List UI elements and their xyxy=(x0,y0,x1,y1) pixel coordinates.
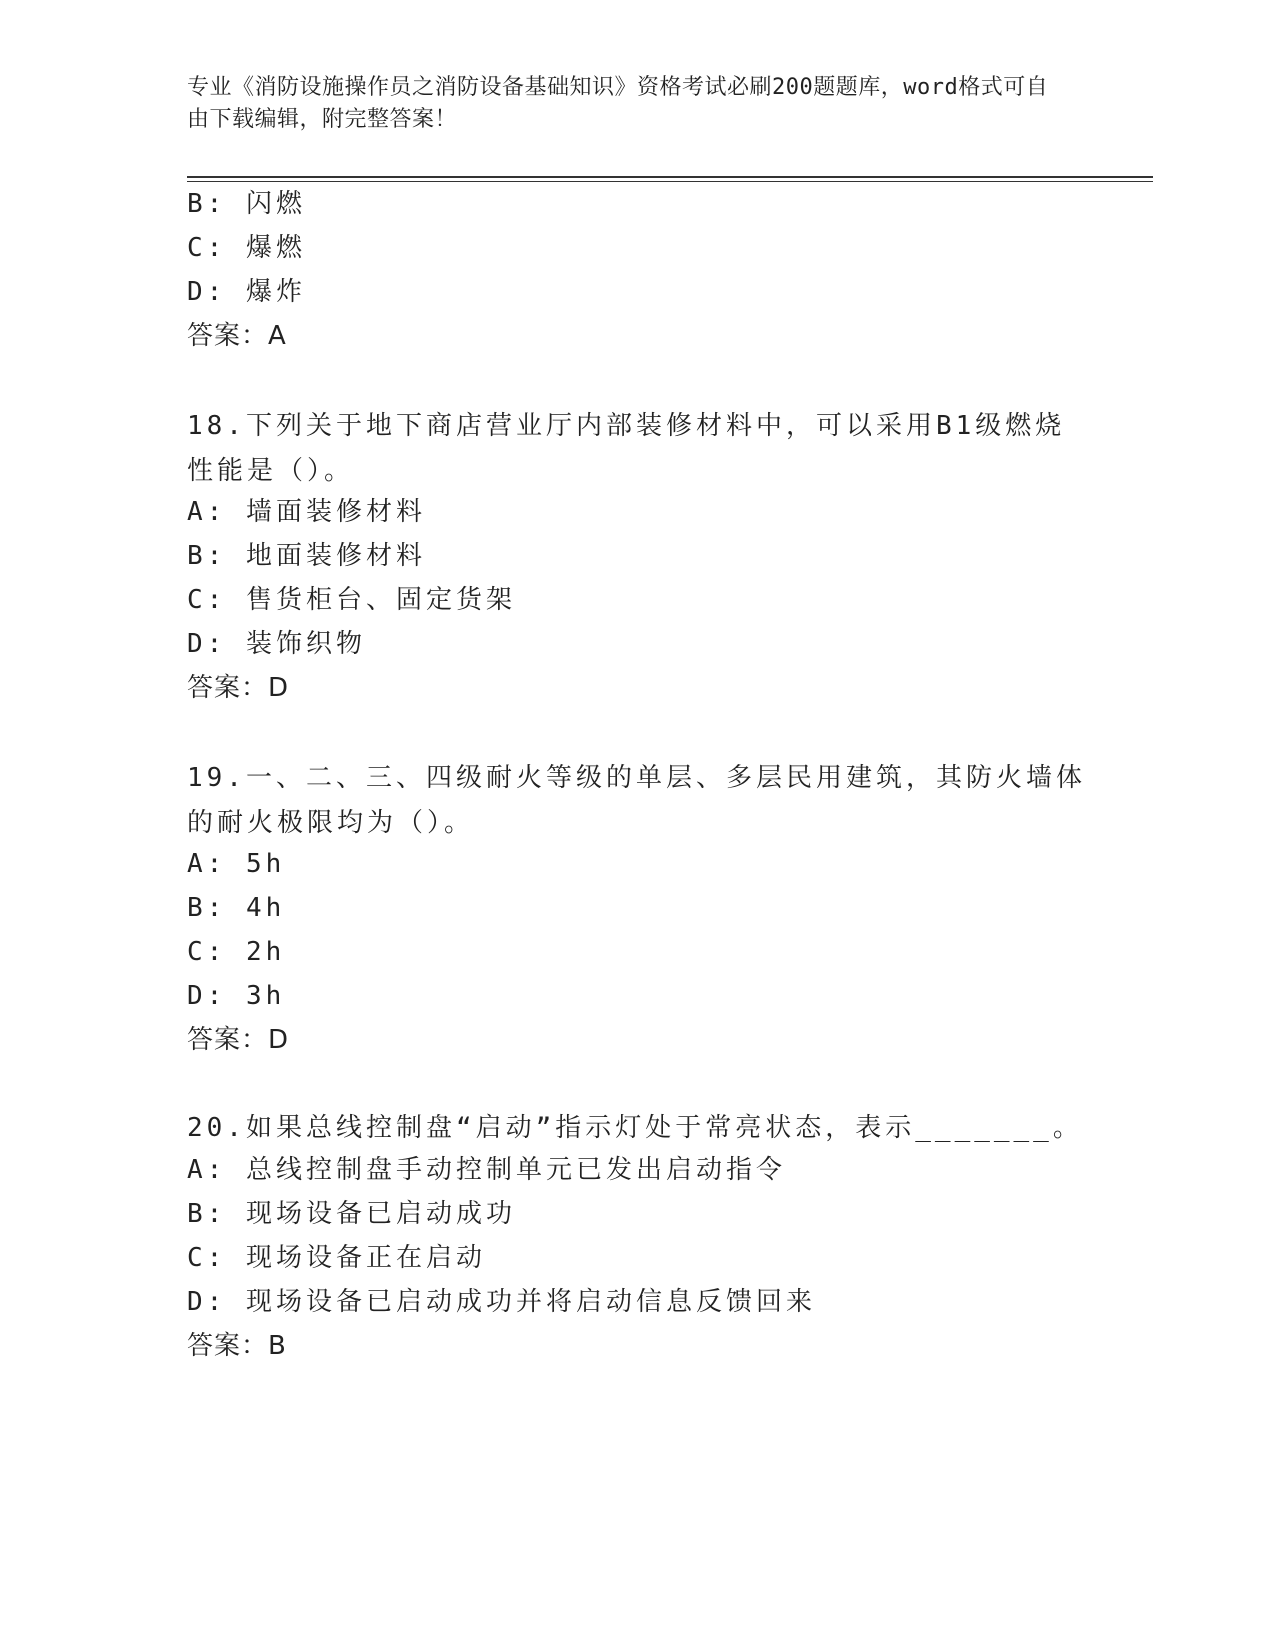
option-d: D: 现场设备已启动成功并将启动信息反馈回来 xyxy=(187,1287,816,1317)
option-b: B: 4h xyxy=(187,893,286,923)
header-divider xyxy=(187,176,1153,178)
option-b: B: 现场设备已启动成功 xyxy=(187,1199,516,1229)
question-stem: 20.如果总线控制盘“启动”指示灯处于常亮状态，表示_______。 xyxy=(187,1113,1083,1143)
option-c: C: 售货柜台、固定货架 xyxy=(187,585,516,615)
header-divider-thin xyxy=(187,181,1153,182)
option-b: B: 地面装修材料 xyxy=(187,541,426,571)
answer: 答案：B xyxy=(187,1331,287,1361)
document-header: 专业《消防设施操作员之消防设备基础知识》资格考试必刷200题题库，word格式可自由下载编辑，附完整答案！ xyxy=(187,75,1049,132)
question-stem: 19.一、二、三、四级耐火等级的单层、多层民用建筑，其防火墙体的耐火极限均为（）。 xyxy=(187,763,1086,838)
option-a: A: 总线控制盘手动控制单元已发出启动指令 xyxy=(187,1155,786,1185)
option-b: B: 闪燃 xyxy=(187,189,306,219)
option-a: A: 墙面装修材料 xyxy=(187,497,426,527)
option-d: D: 装饰织物 xyxy=(187,629,366,659)
option-c: C: 爆燃 xyxy=(187,233,306,263)
option-d: D: 爆炸 xyxy=(187,277,306,307)
answer: 答案：D xyxy=(187,673,290,703)
answer: 答案：A xyxy=(187,321,287,351)
option-c: C: 2h xyxy=(187,937,286,967)
option-a: A: 5h xyxy=(187,849,286,879)
option-c: C: 现场设备正在启动 xyxy=(187,1243,486,1273)
answer: 答案：D xyxy=(187,1025,290,1055)
option-d: D: 3h xyxy=(187,981,286,1011)
question-stem: 18.下列关于地下商店营业厅内部装修材料中，可以采用B1级燃烧性能是（）。 xyxy=(187,411,1066,486)
